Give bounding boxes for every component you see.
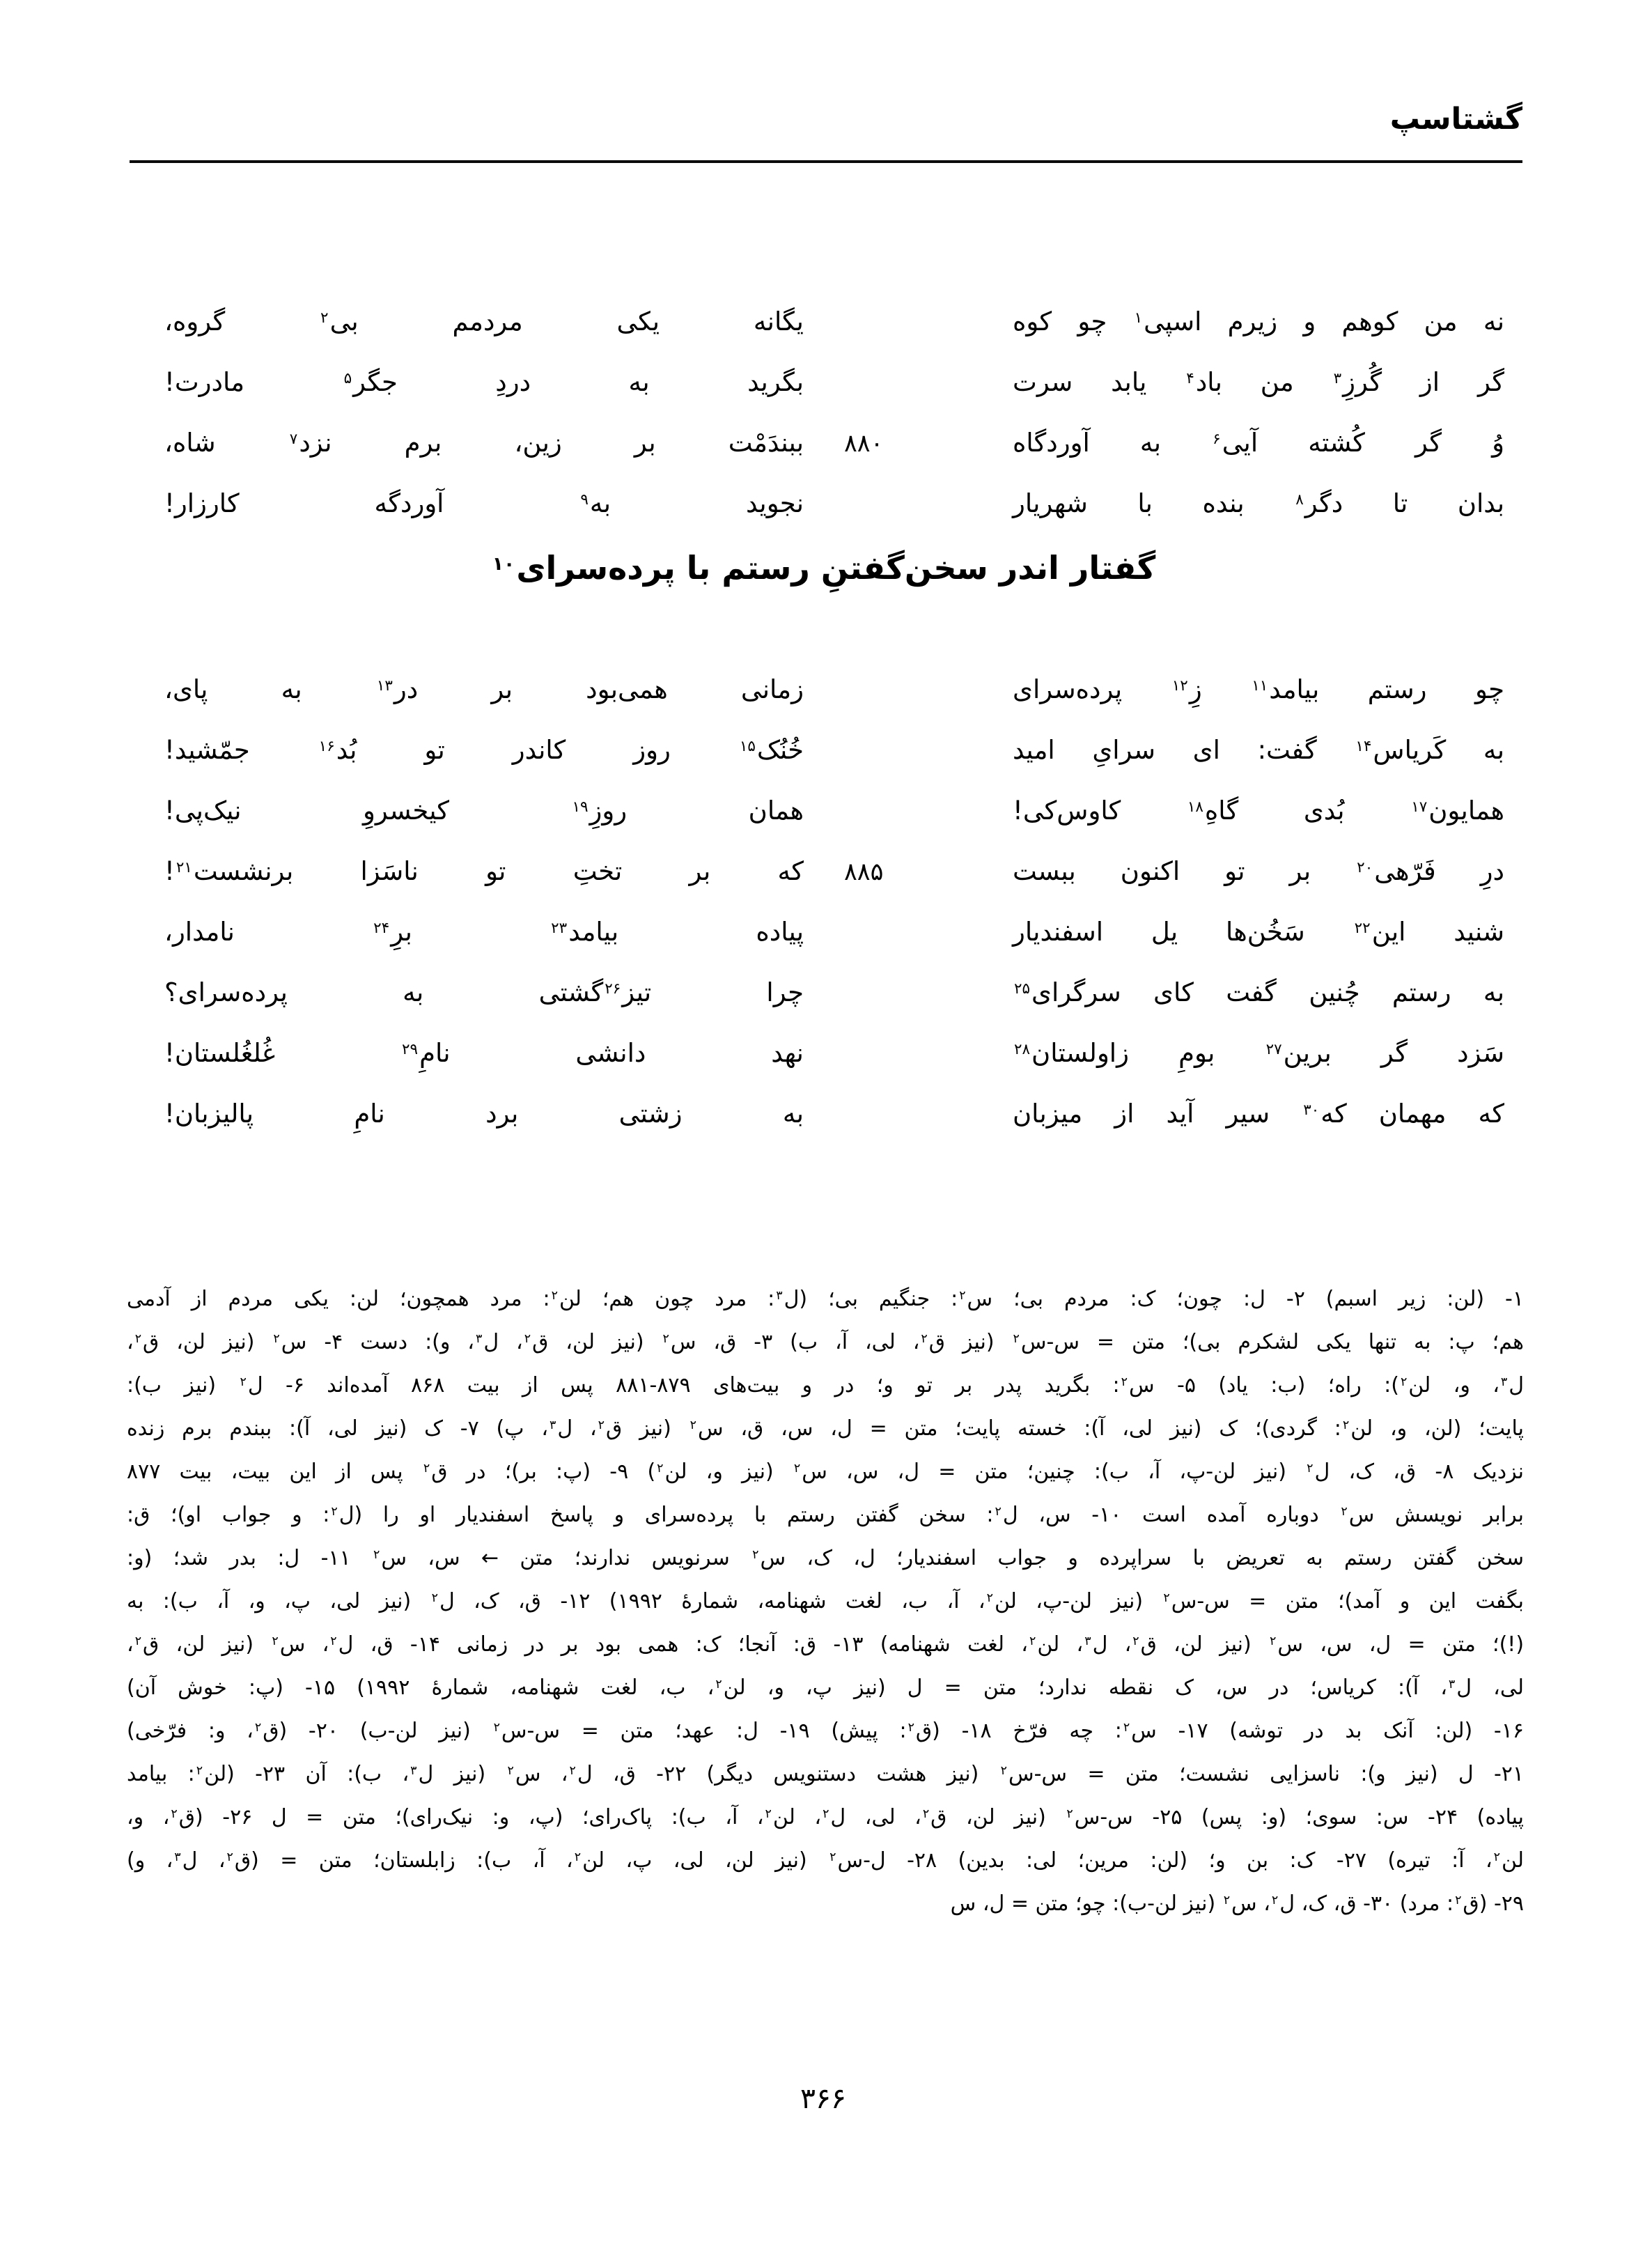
verse-row	[127, 901, 1520, 962]
verse-row	[127, 659, 1520, 720]
verse-row	[127, 412, 1520, 473]
footnote-line: پایت؛ (لن، و، لن$^۲$: گردی)؛ ک (نیز لی، آ): خسته پایت؛ متن = ل، س، ق، س$^۲$ (نیز ق$^۲$، ل$^۳$، پ) ۷- ک (نیز لی، آ): ببندم برم زنده	[127, 1416, 1525, 1441]
hemistich-second: پیاده بیامد$^{۲۳}$ برِ$^{۲۴}$ نامدار،	[164, 917, 804, 947]
footnote-line: لن$^۲$، آ: تیره) ۲۷- ک: بن و؛ (لن: مرین؛ لی: بدین) ۲۸- ل-س$^۲$ (نیز لن، لی، پ، لن$^۲$، آ، ب): زابلستان؛ متن = (ق$^۲$، ل$^۳$، و)	[127, 1848, 1524, 1873]
footnote-line: پیاده) ۲۴- س: سوی؛ (و: پس) ۲۵- س-س$^۲$ (نیز لن، ق$^۲$، لی، ل$^۲$، لن$^۲$، آ، ب): پاک‌رای؛ (پ، و: نیک‌رای)؛ متن = ل ۲۶- (ق$^۲$، و،	[127, 1805, 1524, 1829]
hemistich-second: زمانی همی‌بود بر در$^{۱۳}$ به پای،	[164, 674, 804, 704]
poem-block-2	[127, 659, 1520, 1144]
verse-number: ۸۸۵	[844, 858, 884, 886]
footnote-line: ل$^۳$، و، لن$^۲$): راه؛ (ب: یاد) ۵- س$^۲$: بگرید پدر بر تو و؛ در و بیت‌های ۸۷۹-۸۸۱ پس از بیت ۸۶۸ آمده‌اند ۶- ل$^۲$ (نیز ب):	[127, 1373, 1525, 1398]
hemistich-first: همایون$^{۱۷}$ بُدی گاهِ$^{۱۸}$ کاوس‌کی!	[1013, 796, 1504, 826]
footnotes-block	[127, 1278, 1524, 1926]
hemistich-first: درِ فَرّهی$^{۲۰}$ بر تو اکنون ببست	[1013, 856, 1504, 886]
hemistich-second: یگانه یکی مردمم بی$^۲$ گروه،	[164, 307, 804, 336]
hemistich-first: به رستم چُنین گفت کای سرگرای$^{۲۵}$	[1014, 977, 1504, 1007]
footnote-line: بگفت این و آمد)؛ متن = س-س$^۲$ (نیز لن-پ، لن$^۲$، آ، ب، لغت شهنامه، شمارهٔ ۱۹۹۲) ۱۲- ق، ک، ل$^۲$ (نیز لی، پ، و، آ، ب): به	[127, 1589, 1525, 1613]
page-number: ۳۶۶	[800, 2082, 847, 2115]
hemistich-first: چو رستم بیامد$^{۱۱}$ زِ$^{۱۲}$ پرده‌سرای	[1013, 674, 1504, 704]
hemistich-second: به زشتی برد نامِ پالیزبان!	[164, 1099, 804, 1129]
hemistich-first: وُ گر کُشته آیی$^۶$ به آوردگاه	[1013, 428, 1504, 458]
header-rule	[130, 160, 1522, 163]
hemistich-first: بدان تا دگر$^۸$ بنده با شهریار	[1013, 488, 1504, 518]
verse-row	[127, 841, 1520, 901]
hemistich-second: نهد دانشی نامِ$^{۲۹}$ غُلغُلستان!	[164, 1038, 804, 1068]
hemistich-second: چرا تیز$^{۲۶}$گشتی به پرده‌سرای؟	[164, 977, 804, 1007]
poem-block-1	[127, 291, 1520, 534]
hemistich-first: گر از گُرزِ$^۳$ من باد$^۴$ یابد سرت	[1013, 367, 1504, 397]
hemistich-first: که مهمان که$^{۳۰}$ سیر آید از میزبان	[1013, 1099, 1504, 1129]
verse-row	[127, 962, 1520, 1023]
hemistich-first: به کَریاس$^{۱۴}$ گفت: ای سرایِ امید	[1013, 735, 1504, 765]
verse-number: ۸۸۰	[844, 430, 884, 458]
hemistich-first: سَزد گر برین$^{۲۷}$ بومِ زاولستان$^{۲۸}$	[1014, 1038, 1504, 1068]
verse-row	[127, 291, 1520, 352]
hemistich-second: نجوید به$^۹$ آوردگه کارزار!	[164, 488, 804, 518]
verse-row	[127, 720, 1520, 780]
hemistich-first: شنید این$^{۲۲}$ سَخُن‌ها یل اسفندیار	[1013, 917, 1504, 947]
hemistich-second: ببندَمْت بر زین، برم نزد$^۷$ شاه،	[164, 428, 804, 458]
verse-row	[127, 1023, 1520, 1083]
hemistich-first: نه من کوهم و زیرم اسپی$^۱$ چو کوه	[1013, 307, 1505, 336]
footnote-line: ۲۱- ل (نیز و): ناسزایی نشست؛ متن = س-س$^۲$ (نیز هشت دستنویس دیگر) ۲۲- ق، ل$^۲$، س$^۲$ (نیز ل$^۳$، ب): آن ۲۳- (لن$^۲$: بیامد	[127, 1762, 1525, 1786]
footnote-line: سخن گفتن رستم به تعریض با سراپرده و جواب اسفندیار؛ ل، ک، س$^۲$ سرنویس ندارند؛ متن ← س، س$^۲$ ۱۱- ل: بدر شد؛ (و:	[127, 1546, 1524, 1570]
running-head-chapter-title: گشتاسپ	[1389, 102, 1522, 137]
hemistich-second: که بر تختِ تو ناسَزا برنشست$^{۲۱}$!	[164, 856, 804, 886]
verse-row	[127, 473, 1520, 534]
verse-row	[127, 1083, 1520, 1144]
footnote-line: (!)؛ متن = ل، س، س$^۲$ (نیز لن، ق$^۲$، ل$^۳$، لن$^۲$، لغت شهنامه) ۱۳- ق: آنجا؛ ک: همی بود بر در زمانی ۱۴- ق، ل$^۲$، س$^۲$ (نیز لن، ق$^۲$،	[127, 1632, 1525, 1657]
footnote-line: نزدیک ۸- ق، ک، ل$^۲$ (نیز لن-پ، آ، ب): چنین؛ متن = ل، س، س$^۲$ (نیز و، لن$^۲$) ۹- (پ: بر)؛ در ق$^۲$ پس از این بیت، بیت ۸۷۷	[127, 1460, 1524, 1484]
footnote-line: لی، ل$^۳$، آ): کریاس؛ در س، ک نقطه ندارد؛ متن = ل (نیز پ، و، لن$^۲$، ب، لغت شهنامه، شمارهٔ ۱۹۹۲) ۱۵- (پ: خوش آن)	[127, 1675, 1524, 1700]
footnote-line: برابر نویسش س$^۲$ دوباره آمده است ۱۰- س، ل$^۲$: سخن گفتن رستم با پرده‌سرای و پاسخ اسفندیار او را (ل$^۲$: و جواب او)؛ ق:	[127, 1503, 1525, 1527]
section-heading: گفتار اندر سخن‌گفتنِ رستم با پرده‌سرای$^{۱۰}$	[492, 549, 1156, 587]
footnote-line: ۲۹- (ق$^۲$: مرد) ۳۰- ق، ک، ل$^۲$، س$^۲$ (نیز لن-ب): چو؛ متن = ل، س	[950, 1891, 1524, 1916]
verse-row	[127, 352, 1520, 412]
hemistich-second: بگرید به دردِ جگر$^۵$ مادرت!	[164, 367, 804, 397]
footnote-line: ۱- (لن: زیر اسبم) ۲- ل: چون؛ ک: مردم بی؛ س$^۲$: جنگیم بی؛ (ل$^۳$: مرد چون هم؛ لن$^۲$: مرد همچون؛ لن: یکی مردم از آدمی	[127, 1287, 1524, 1311]
footnote-line: ۱۶- (لن: آنک بد در توشه) ۱۷- س$^۲$: چه فرّخ ۱۸- (ق$^۲$: پیش) ۱۹- ل: عهد؛ متن = س-س$^۲$ (نیز لن-ب) ۲۰- (ق$^۲$، و: فرّخی)	[127, 1719, 1524, 1743]
hemistich-second: خُنُک$^{۱۵}$ روز کاندر تو بُد$^{۱۶}$ جمّشید!	[164, 735, 804, 765]
hemistich-second: همان روزِ$^{۱۹}$ کیخسروِ نیک‌پی!	[164, 796, 804, 826]
verse-row	[127, 780, 1520, 841]
footnote-line: هم؛ پ: به تنها یکی لشکرم بی)؛ متن = س-س$^۲$ (نیز ق$^۲$، لی، آ، ب) ۳- ق، س$^۲$ (نیز لن، ق$^۲$، ل$^۳$، و): دست ۴- س$^۲$ (نیز لن، ق$^۲$،	[127, 1330, 1524, 1354]
